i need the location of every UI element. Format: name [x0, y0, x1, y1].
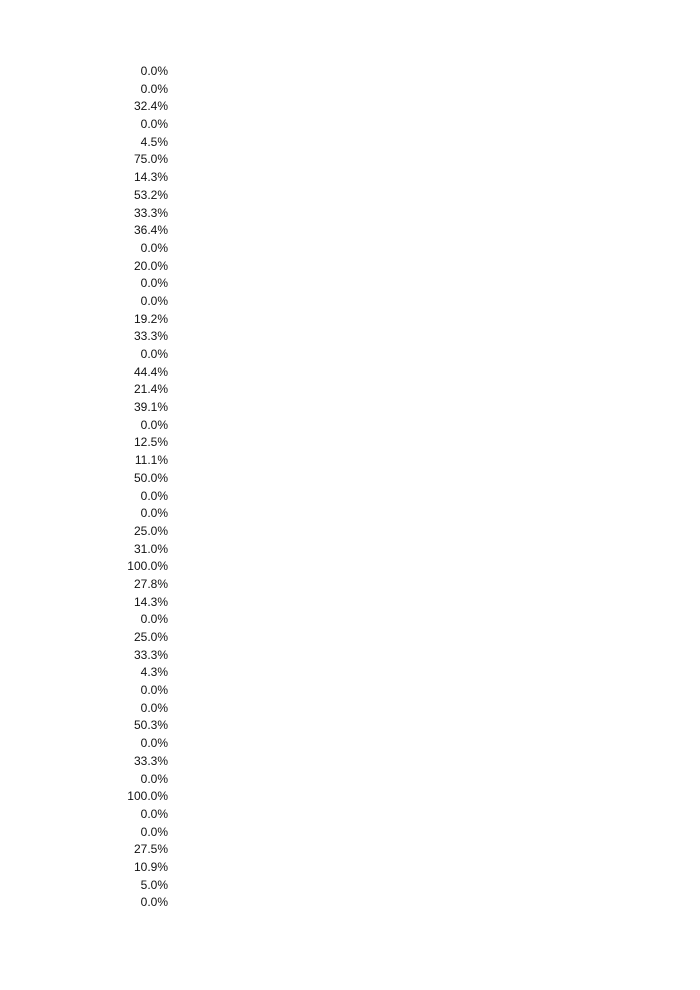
cell-percent: 11.1%	[134, 453, 168, 468]
cell-percent: 0.0%	[140, 824, 168, 839]
cell-percent: 4.3%	[140, 665, 168, 680]
cell-percent: 12.5%	[133, 435, 168, 450]
cell-percent: 0.0%	[140, 506, 168, 521]
cell-percent: 0.0%	[140, 488, 168, 503]
cell-percent: 25.0%	[133, 630, 168, 644]
cell-percent: 0.0%	[140, 117, 168, 132]
cell-percent: 0.0%	[140, 806, 168, 821]
cell-percent: 0.0%	[140, 612, 168, 627]
cell-percent: 36.4%	[133, 223, 168, 238]
percentage-column	[100, 63, 168, 912]
cell-percent: 0.0%	[140, 347, 168, 361]
cell-percent: 10.9%	[133, 859, 168, 874]
cell-percent: 0.0%	[140, 736, 168, 751]
cell-percent: 14.3%	[133, 594, 168, 609]
cell-percent: 75.0%	[133, 152, 168, 167]
cell-percent: 100.0%	[127, 789, 168, 804]
cell-percent: 33.3%	[133, 647, 168, 662]
cell-percent: 5.0%	[140, 877, 168, 892]
cell-percent: 25.0%	[133, 523, 168, 538]
cell-percent: 33.3%	[133, 753, 168, 768]
cell-percent: 21.4%	[133, 382, 168, 397]
cell-percent: 33.3%	[133, 329, 168, 344]
cell-percent: 33.3%	[133, 205, 168, 220]
cell-percent: 44.4%	[133, 364, 168, 379]
cell-percent: 20.0%	[133, 258, 168, 273]
cell-percent: 0.0%	[140, 293, 168, 308]
cell-percent: 19.2%	[133, 311, 168, 326]
cell-percent: 0.0%	[140, 895, 168, 910]
cell-percent: 0.0%	[140, 64, 168, 78]
cell-percent: 0.0%	[140, 240, 168, 255]
cell-percent: 53.2%	[133, 187, 168, 202]
cell-percent: 4.5%	[140, 134, 168, 149]
cell-percent: 39.1%	[133, 400, 168, 415]
cell-percent: 0.0%	[140, 81, 168, 96]
cell-percent: 27.5%	[133, 842, 168, 857]
cell-percent: 0.0%	[140, 683, 168, 698]
cell-percent: 50.3%	[133, 718, 168, 733]
cell-percent: 100.0%	[127, 559, 168, 574]
cell-percent: 0.0%	[140, 276, 168, 291]
cell-percent: 31.0%	[133, 541, 168, 556]
cell-percent: 14.3%	[133, 170, 168, 185]
cell-percent: 0.0%	[140, 771, 168, 786]
cell-percent: 27.8%	[133, 576, 168, 591]
cell-percent: 0.0%	[140, 700, 168, 715]
cell-percent: 0.0%	[140, 417, 168, 432]
cell-percent: 50.0%	[133, 470, 168, 485]
cell-percent: 32.4%	[133, 99, 168, 114]
